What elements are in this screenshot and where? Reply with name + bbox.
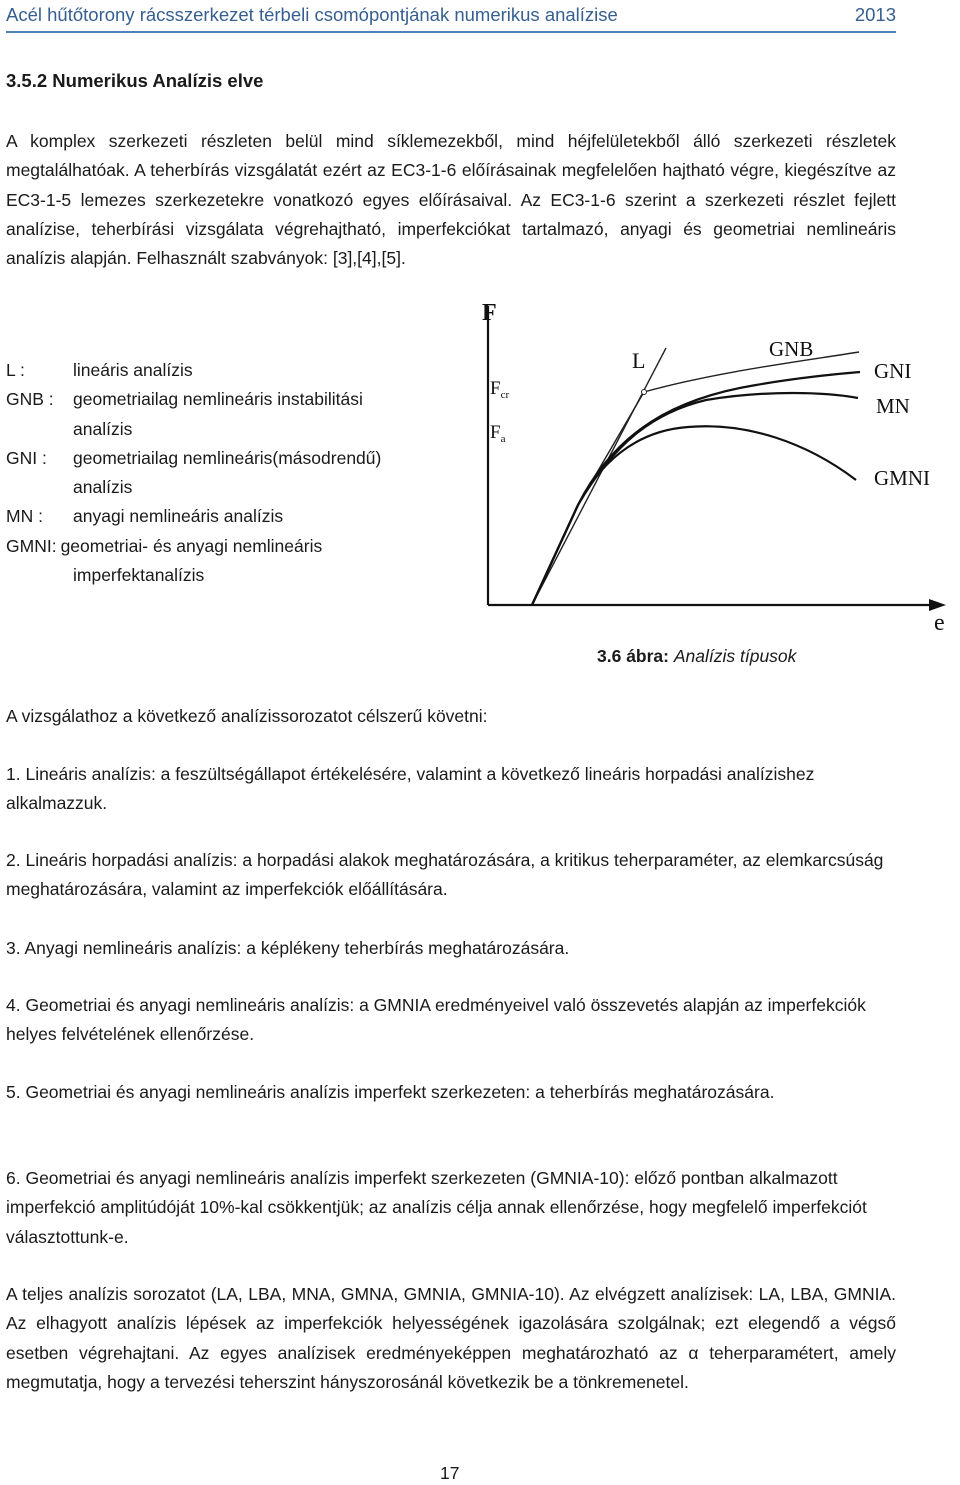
section-heading: 3.5.2 Numerikus Analízis elve (6, 70, 264, 91)
legend-desc: lineáris analízis (73, 360, 193, 380)
running-header (6, 2, 896, 28)
legend-abbr: GMNI: (6, 535, 57, 556)
legend-abbr: GNI : (6, 447, 47, 468)
curve-gni (532, 372, 860, 605)
legend-row-gni (6, 444, 476, 473)
analysis-types-figure (476, 290, 960, 635)
caption-number: 3.6 ábra: (597, 646, 669, 666)
legend-abbr: L : (6, 360, 25, 380)
procedure-step-6: 6. Geometriai és anyagi nemlineáris analízis imperfekt szerkezeten (GMNIA-10): előző pontban alkalmazott imperfekció amplitúdóját 10%-kal csökkentjük; az analízis célja annak ellenőrzése, hogy megfelelő imperfekciót választottunk-e. (6, 1168, 867, 1247)
header-rule (6, 31, 896, 33)
page-number: 17 (440, 1463, 460, 1483)
legend-desc: geometriai- és anyagi nemlineáris (60, 535, 323, 556)
header-title: Acél hűtőtorony rácsszerkezet térbeli csomópontjának numerikus analízise (6, 4, 618, 25)
procedure-intro: A vizsgálathoz a következő analízissorozatot célszerű követni: (6, 706, 488, 726)
analysis-legend (6, 356, 476, 590)
axis-label-e: e (934, 610, 945, 635)
procedure-step-2: 2. Lineáris horpadási analízis: a horpadási alakok meghatározására, a kritikus teherparaméter, az elemkarcsúság meghatározására, valamint az imperfekciók előállítására. (6, 850, 884, 900)
caption-text: Analízis típusok (673, 646, 797, 666)
label-fcr-sub: cr (500, 389, 510, 401)
bifurcation-point (642, 390, 647, 395)
label-mn: MN (876, 394, 910, 418)
label-gnb: GNB (769, 337, 814, 361)
header-year: 2013 (854, 4, 896, 25)
legend-abbr: GNB : (6, 389, 54, 410)
label-fa-main: F (490, 422, 501, 443)
legend-continuation: analízis (73, 477, 133, 498)
label-fcr (490, 378, 509, 401)
procedure-step-5: 5. Geometriai és anyagi nemlineáris analízis imperfekt szerkezeten: a teherbírás meghatározására. (6, 1082, 775, 1102)
procedure-step-3: 3. Anyagi nemlineáris analízis: a képlékeny teherbírás meghatározására. (6, 938, 570, 958)
legend-row-l (6, 356, 476, 385)
curve-gnb (532, 352, 859, 605)
label-gni: GNI (874, 359, 912, 383)
curve-gmni (532, 426, 856, 605)
legend-desc: geometriailag nemlineáris instabilitási (73, 389, 363, 410)
legend-row-gnb (6, 385, 476, 414)
legend-row-mn (6, 502, 476, 531)
label-gmni: GMNI (874, 466, 930, 490)
procedure-step-4: 4. Geometriai és anyagi nemlineáris analízis: a GMNIA eredményeivel való összevetés alapján az imperfekciók helyes felvételének ellenőrzése. (6, 995, 866, 1045)
label-l: L (632, 348, 646, 373)
legend-row-gmni (6, 532, 476, 561)
legend-desc: geometriailag nemlineáris(másodrendű) (73, 447, 382, 468)
legend-continuation: analízis (73, 418, 133, 439)
summary-paragraph: A teljes analízis sorozatot (LA, LBA, MNA, GMNA, GMNIA, GMNIA-10). Az elvégzett analízisek: LA, LBA, GMNIA. Az elhagyott analízis lépések az imperfekciók helyességének igazolására szolgálnak; ezt elegendő a végső esetben végrehajtani. Az egyes analízisek eredményeképpen meghatározható az α teherparamétert, amely megmutatja, hogy a tervezési teherszint hányszorosánál következik be a tönkremenetel. (6, 1284, 896, 1392)
procedure-step-1: 1. Lineáris analízis: a feszültségállapot értékelésére, valamint a következő lineáris horpadási analízishez alkalmazzuk. (6, 764, 815, 814)
label-fcr-main: F (490, 378, 501, 399)
axis-label-f: F (482, 300, 497, 326)
figure-caption (597, 646, 796, 667)
intro-paragraph: A komplex szerkezeti részleten belül mind síklemezekből, mind héjfelületekből álló szerkezeti részletek megtalálhatóak. A teherbírás vizsgálatát ezért az EC3-1-6 előírásainak megfelelően hajtható végre, kiegészítve az EC3-1-5 lemezes szerkezetekre vonatkozó egyes előírásaival. Az EC3-1-6 szerint a szerkezeti részlet fejlett analízise, teherbírási vizsgálata végrehajtható, imperfekciókat tartalmazó, anyagi és geometriai nemlineáris analízis alapján. Felhasznált szabványok: [3],[4],[5]. (6, 131, 896, 269)
legend-continuation: imperfektanalízis (73, 565, 205, 586)
label-fa (490, 422, 506, 445)
curve-l (532, 348, 666, 605)
legend-abbr: MN : (6, 506, 43, 527)
legend-desc: anyagi nemlineáris analízis (73, 506, 284, 527)
label-fa-sub: a (500, 433, 506, 445)
